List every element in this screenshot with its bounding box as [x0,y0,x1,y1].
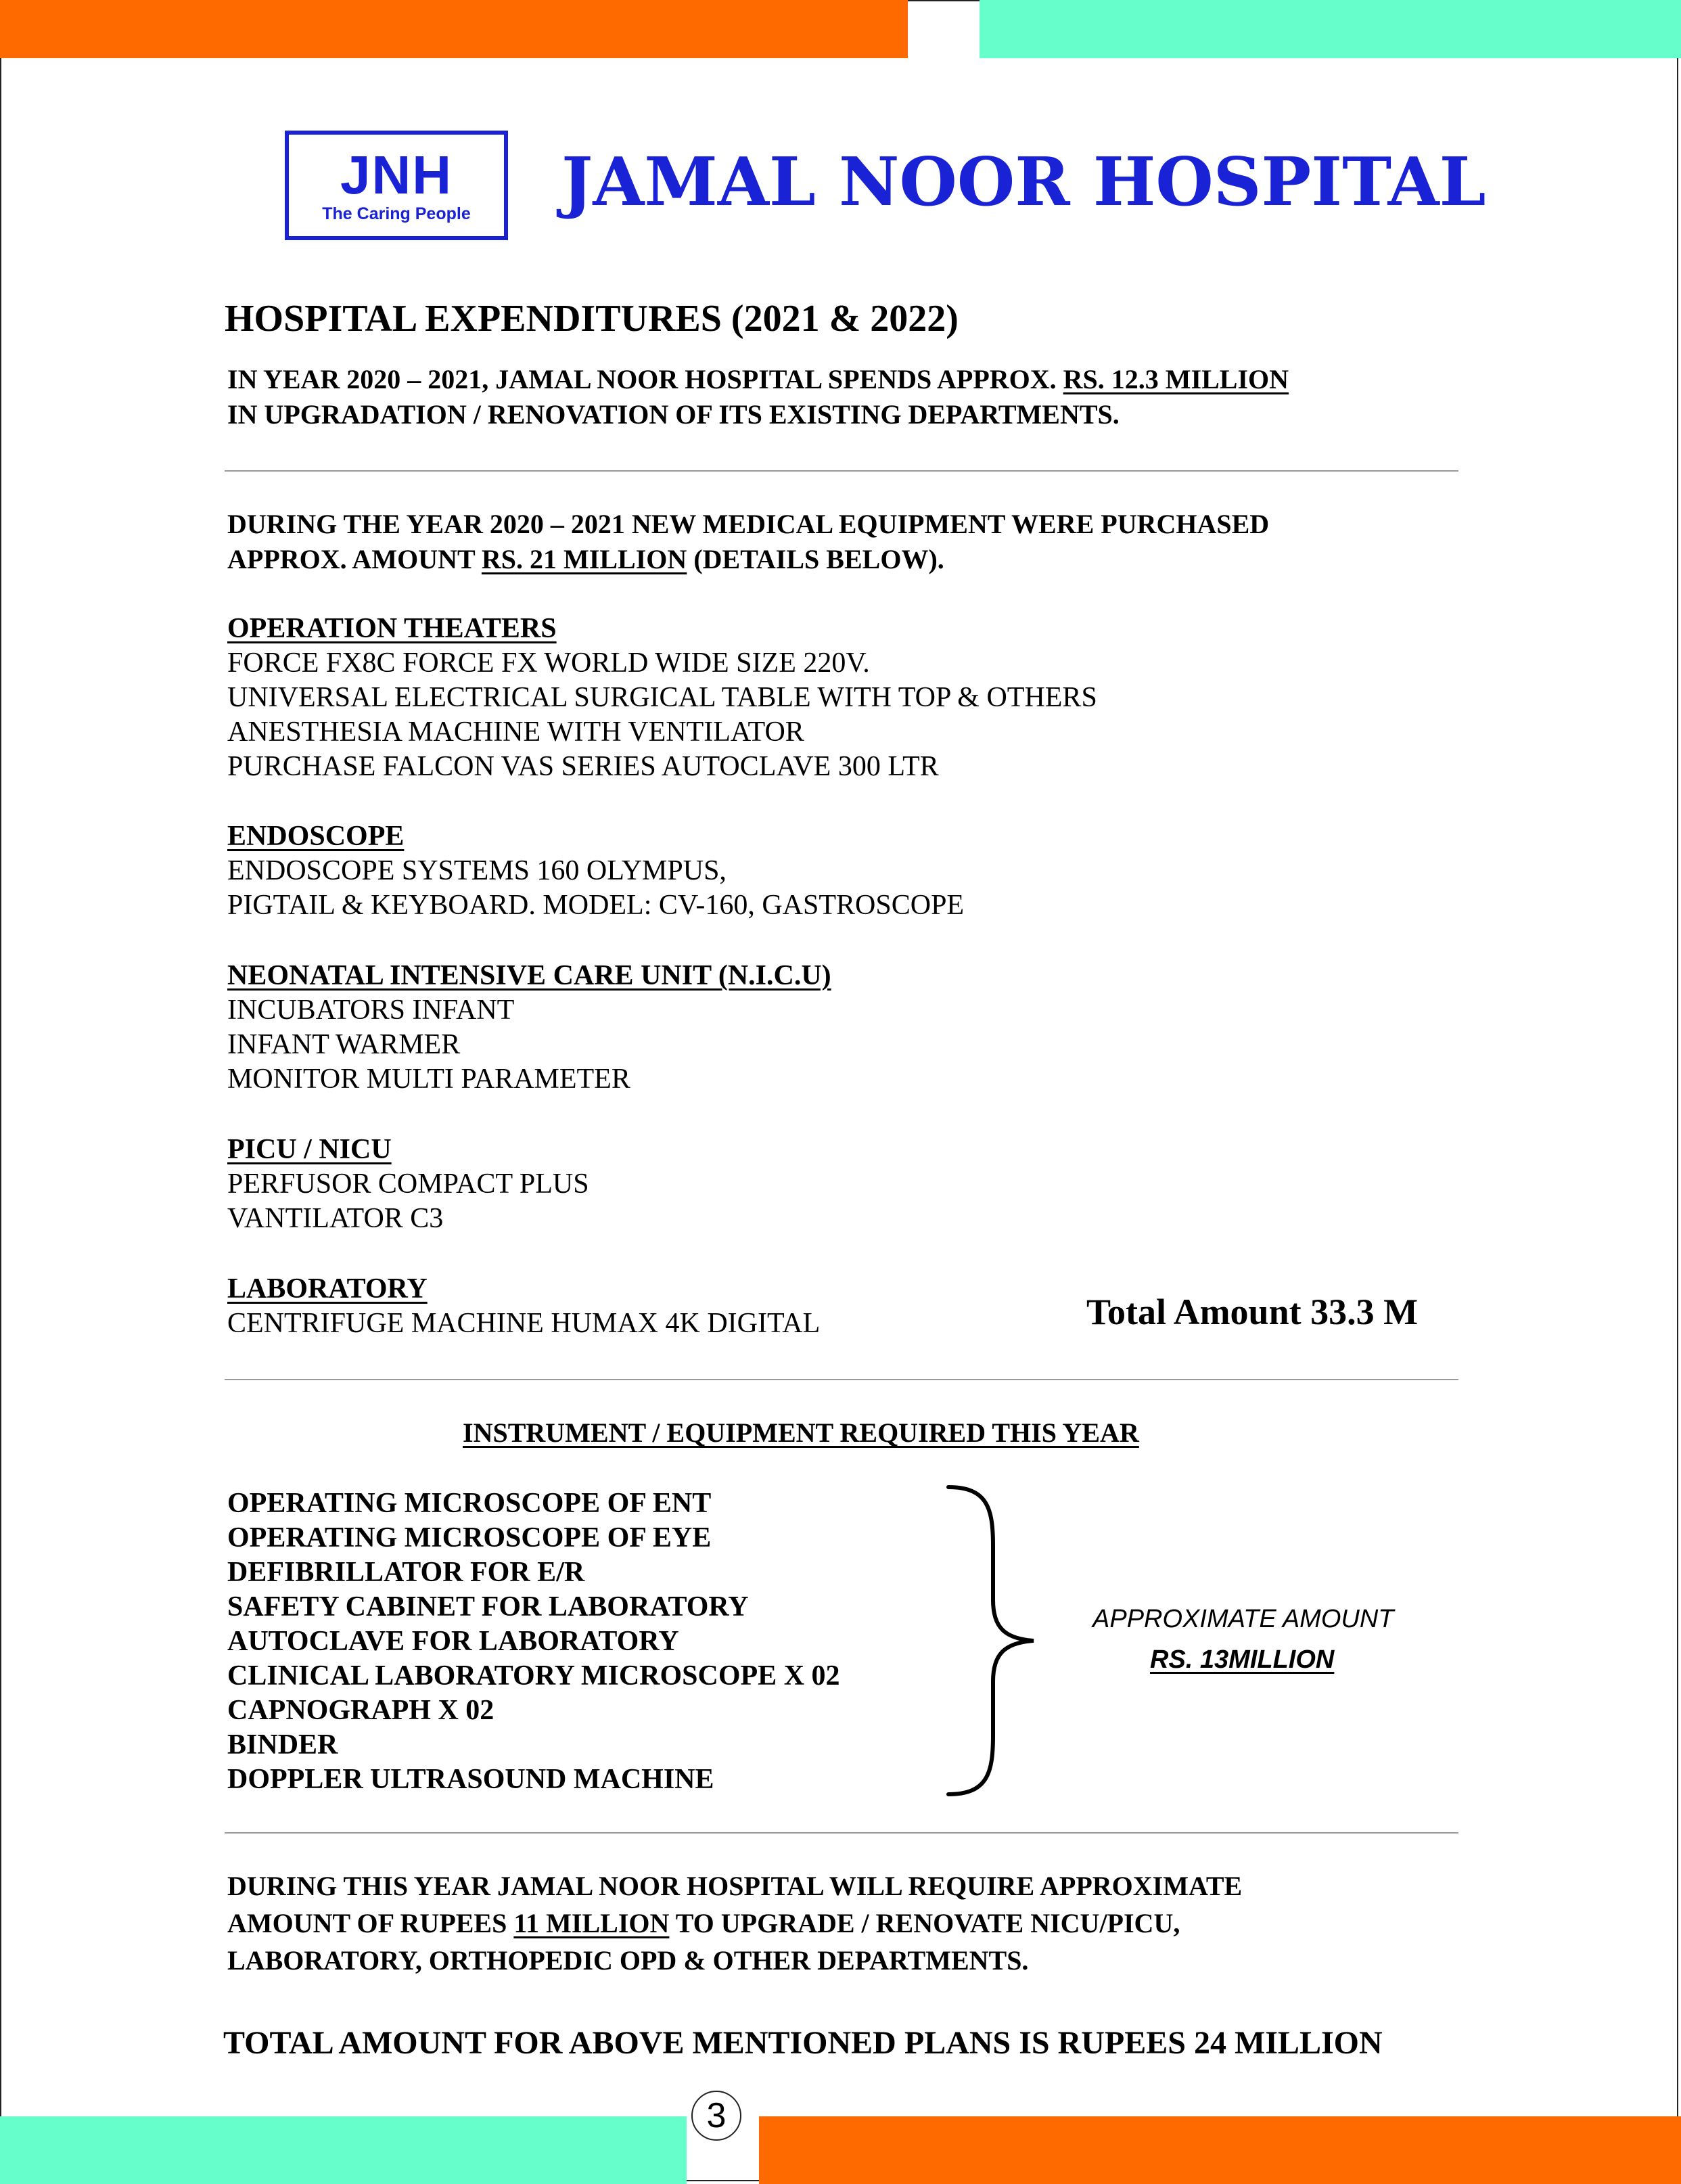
curly-brace [940,1482,1042,1800]
section-item: UNIVERSAL ELECTRICAL SURGICAL TABLE WITH TOP & OTHERS [227,682,1097,713]
divider [225,1832,1458,1834]
required-item: DOPPLER ULTRASOUND MACHINE [227,1764,714,1795]
purchase-line-2-pre: APPROX. AMOUNT [227,544,475,574]
section-item: INFANT WARMER [227,1029,461,1060]
section-item: PERFUSOR COMPACT PLUS [227,1168,589,1200]
upgrade-line-3: LABORATORY, ORTHOPEDIC OPD & OTHER DEPARTMENTS. [227,1945,1029,1976]
section-item: ENDOSCOPE SYSTEMS 160 OLYMPUS, [227,855,727,886]
required-heading: INSTRUMENT / EQUIPMENT REQUIRED THIS YEAR [463,1417,1139,1448]
divider [225,1379,1458,1380]
logo-initials: JNH [340,145,453,205]
intro-amount: RS. 12.3 MILLION [1063,364,1289,394]
upgrade-line-2 [227,1905,1457,1942]
section-heading: NEONATAL INTENSIVE CARE UNIT (N.I.C.U) [227,960,831,991]
intro-line-1-text: IN YEAR 2020 – 2021, JAMAL NOOR HOSPITAL SPENDS APPROX. [227,364,1057,394]
section-heading: LABORATORY [227,1273,428,1304]
required-item: DEFIBRILLATOR FOR E/R [227,1557,585,1588]
section-item: VANTILATOR C3 [227,1203,444,1234]
required-item: SAFETY CABINET FOR LABORATORY [227,1591,749,1622]
section-item: PIGTAIL & KEYBOARD. MODEL: CV-160, GASTROSCOPE [227,890,965,921]
hospital-name: JAMAL NOOR HOSPITAL [561,143,1486,221]
purchase-line-2-post: (DETAILS BELOW). [693,544,944,574]
section-heading: OPERATION THEATERS [227,613,557,644]
hospital-logo [285,131,508,240]
upgrade-amount: 11 MILLION [513,1908,670,1938]
section-item: ANESTHESIA MACHINE WITH VENTILATOR [227,716,804,748]
required-item: CAPNOGRAPH X 02 [227,1695,494,1726]
approx-amount-label: APPROXIMATE AMOUNT [1092,1605,1394,1633]
page-number: 3 [691,2091,741,2141]
bottom-left-mint-bar [0,2116,687,2184]
purchase-line-2 [227,542,944,577]
required-item: AUTOCLAVE FOR LABORATORY [227,1626,679,1657]
purchase-amount: RS. 21 MILLION [481,544,687,574]
section-item: MONITOR MULTI PARAMETER [227,1064,630,1095]
grand-total: TOTAL AMOUNT FOR ABOVE MENTIONED PLANS IS RUPEES 24 MILLION [223,2025,1383,2061]
section-heading: PICU / NICU [227,1134,392,1165]
intro-line-1 [227,362,1289,397]
bottom-right-orange-bar [759,2116,1681,2184]
required-item: CLINICAL LABORATORY MICROSCOPE X 02 [227,1660,840,1691]
top-right-mint-bar [980,0,1681,58]
page-title: HOSPITAL EXPENDITURES (2021 & 2022) [225,298,959,340]
upgrade-line-1: DURING THIS YEAR JAMAL NOOR HOSPITAL WILL REQUIRE APPROXIMATE [227,1871,1243,1901]
upgrade-line-2-post: TO UPGRADE / RENOVATE NICU/PICU, [675,1908,1180,1938]
required-item: OPERATING MICROSCOPE OF EYE [227,1522,712,1553]
logo-tagline: The Caring People [322,204,471,223]
section-item: INCUBATORS INFANT [227,995,515,1026]
section-item: PURCHASE FALCON VAS SERIES AUTOCLAVE 300 LTR [227,751,939,782]
required-item: BINDER [227,1729,338,1760]
section-item: FORCE FX8C FORCE FX WORLD WIDE SIZE 220V. [227,647,870,679]
divider [225,470,1458,472]
total-amount: Total Amount 33.3 M [1086,1292,1419,1332]
required-item: OPERATING MICROSCOPE OF ENT [227,1488,712,1519]
section-heading: ENDOSCOPE [227,821,405,852]
upgrade-line-2-pre: AMOUNT OF RUPEES [227,1908,507,1938]
purchase-line-1: DURING THE YEAR 2020 – 2021 NEW MEDICAL EQUIPMENT WERE PURCHASED [227,509,1270,539]
section-item: CENTRIFUGE MACHINE HUMAX 4K DIGITAL [227,1308,821,1339]
top-left-orange-bar [0,0,908,58]
intro-line-2: IN UPGRADATION / RENOVATION OF ITS EXISTING DEPARTMENTS. [227,399,1120,430]
approx-amount-value: RS. 13MILLION [1150,1645,1335,1674]
